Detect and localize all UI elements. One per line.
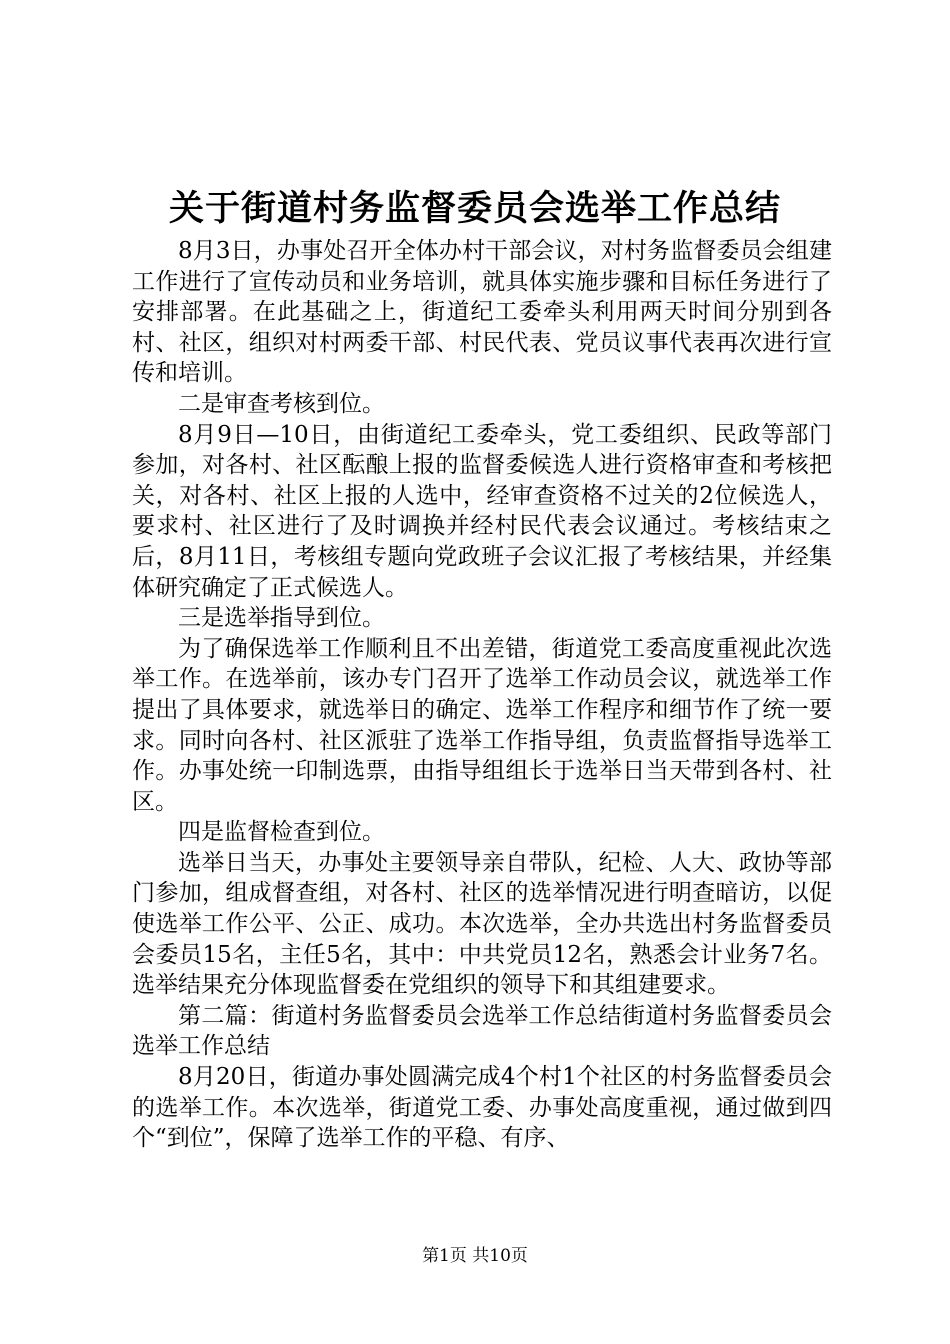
paragraph: 为了确保选举工作顺利且不出差错，街道党工委高度重视此次选举工作。在选举前，该办专门召开了选举工作动员会议，就选举工作提出了具体要求，就选举日的确定、选举工作程序和细节作了统一要求。同时向各村、社区派驻了选举工作指导组，负责监督指导选举工作。办事处统一印制选票，由指导组组长于选举日当天带到各村、社区。	[132, 635, 832, 815]
paragraph: 8月9日—10日，由街道纪工委牵头，党工委组织、民政等部门参加，对各村、社区酝酿上报的监督委候选人进行资格审查和考核把关，对各村、社区上报的人选中，经审查资格不过关的2位候选人，要求村、社区进行了及时调换并经村民代表会议通过。考核结束之后，8月11日，考核组专题向党政班子会议汇报了考核结果，并经集体研究确定了正式候选人。	[132, 421, 832, 601]
paragraph: 8月3日，办事处召开全体办村干部会议，对村务监督委员会组建工作进行了宣传动员和业务培训，就具体实施步骤和目标任务进行了安排部署。在此基础之上，街道纪工委牵头利用两天时间分别到各村、社区，组织对村两委干部、村民代表、党员议事代表再次进行宣传和培训。	[132, 238, 832, 387]
paragraph: 选举日当天，办事处主要领导亲自带队，纪检、人大、政协等部门参加，组成督查组，对各村、社区的选举情况进行明查暗访，以促使选举工作公平、公正、成功。本次选举，全办共选出村务监督委员会委员15名，主任5名，其中：中共党员12名，熟悉会计业务7名。选举结果充分体现监督委在党组织的领导下和其组建要求。	[132, 849, 832, 999]
document-title: 关于街道村务监督委员会选举工作总结	[168, 188, 781, 229]
section-heading: 三是选举指导到位。	[178, 605, 385, 632]
document-body	[132, 236, 832, 1154]
section-heading: 四是监督检查到位。	[178, 819, 385, 846]
paragraph: 8月20日，街道办事处圆满完成4个村1个社区的村务监督委员会的选举工作。本次选举，街道党工委、办事处高度重视，通过做到四个“到位”，保障了选举工作的平稳、有序、	[132, 1064, 832, 1152]
section-heading: 二是审查考核到位。	[178, 390, 385, 417]
page-indicator: 第1页 共10页	[422, 1246, 528, 1266]
chapter-heading: 第二篇：街道村务监督委员会选举工作总结街道村务监督委员会选举工作总结	[132, 1002, 832, 1060]
